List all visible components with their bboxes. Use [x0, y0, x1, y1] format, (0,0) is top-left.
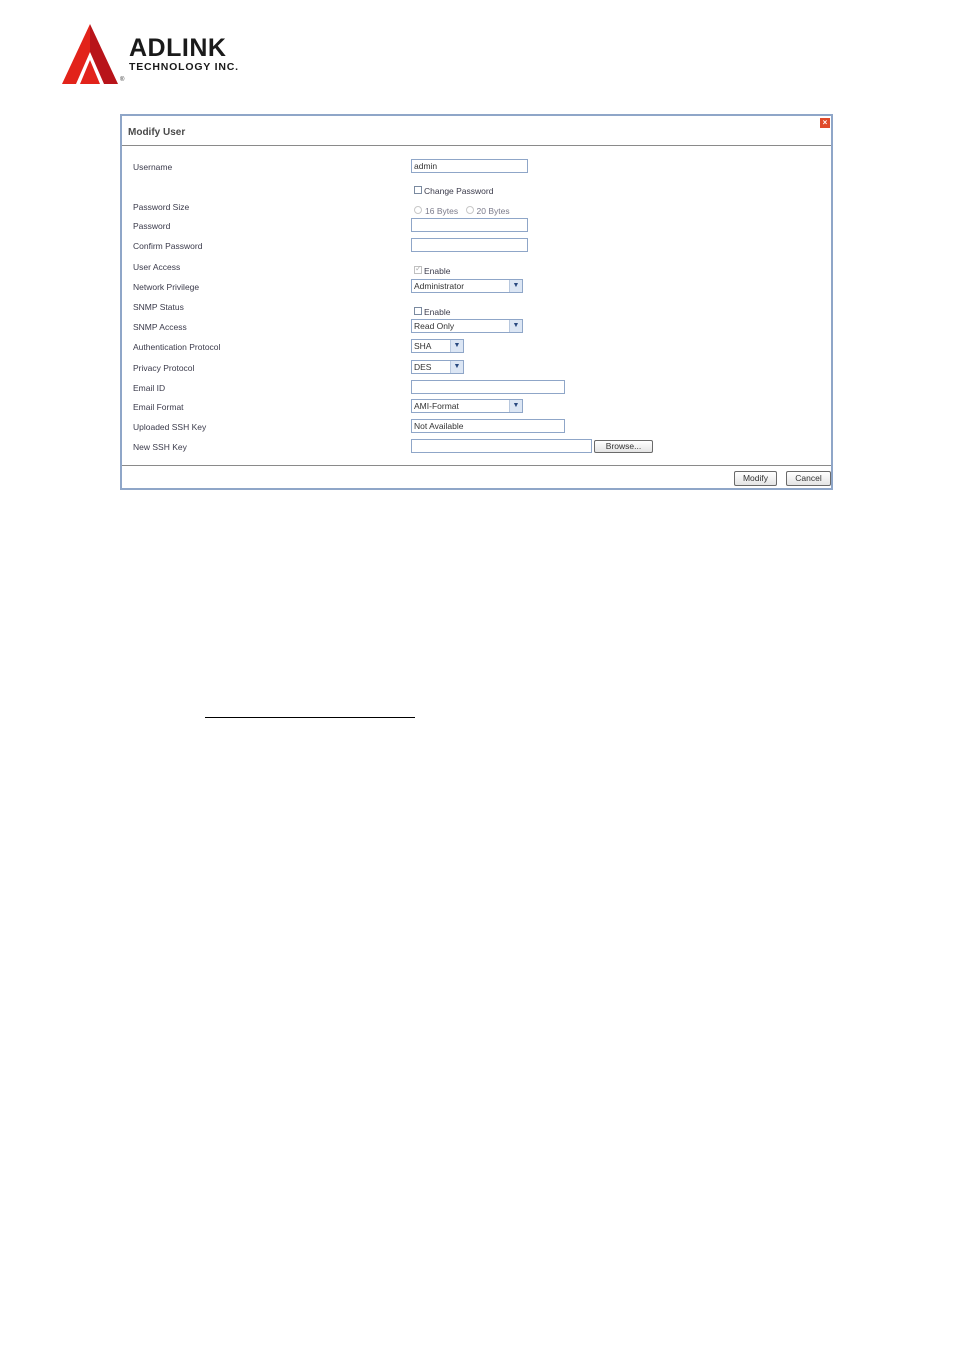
chevron-down-icon: ▼ — [509, 400, 522, 412]
change-password-checkbox[interactable] — [414, 186, 422, 194]
modify-user-dialog — [120, 114, 833, 490]
password-label: Password — [133, 221, 171, 231]
snmp-status-label: SNMP Status — [133, 302, 184, 312]
user-access-label: User Access — [133, 262, 181, 272]
browse-button[interactable]: Browse... — [594, 440, 653, 453]
chevron-down-icon: ▼ — [450, 361, 463, 373]
snmp-status-checkbox[interactable] — [414, 307, 422, 315]
registered-mark: ® — [120, 77, 125, 83]
radio-16-bytes[interactable] — [414, 206, 422, 214]
email-format-select[interactable] — [411, 399, 523, 413]
chevron-down-icon: ▼ — [450, 340, 463, 352]
user-access-option[interactable] — [414, 261, 450, 279]
auth-protocol-select[interactable] — [411, 339, 464, 353]
dialog-header — [122, 116, 831, 146]
snmp-access-value: Read Only — [414, 321, 455, 331]
network-privilege-label: Network Privilege — [133, 282, 200, 292]
change-password-option[interactable] — [414, 181, 493, 199]
network-privilege-value: Administrator — [414, 281, 465, 291]
username-input[interactable]: admin — [411, 159, 528, 173]
logo-name: ADLINK — [129, 34, 227, 62]
privacy-protocol-value: DES — [414, 362, 432, 372]
password-size-options — [414, 201, 510, 219]
new-ssh-key-input[interactable] — [411, 439, 592, 453]
cancel-button[interactable]: Cancel — [786, 471, 831, 486]
username-label: Username — [133, 162, 173, 172]
change-password-label: Change Password — [424, 186, 494, 196]
auth-protocol-value: SHA — [414, 341, 432, 351]
option-20-bytes: 20 Bytes — [476, 206, 510, 216]
snmp-status-option[interactable] — [414, 302, 450, 320]
password-input[interactable] — [411, 218, 528, 232]
chevron-down-icon: ▼ — [509, 320, 522, 332]
dialog-title: Modify User — [128, 127, 186, 138]
chevron-down-icon: ▼ — [509, 280, 522, 292]
snmp-access-label: SNMP Access — [133, 322, 187, 332]
auth-protocol-label: Authentication Protocol — [133, 342, 221, 352]
password-size-label: Password Size — [133, 202, 190, 212]
underline-rule — [205, 717, 415, 718]
dialog-footer — [122, 465, 831, 491]
close-icon[interactable]: × — [820, 118, 830, 128]
new-ssh-key-label: New SSH Key — [133, 442, 187, 452]
email-format-label: Email Format — [133, 402, 184, 412]
confirm-password-input[interactable] — [411, 238, 528, 252]
logo-subtitle: TECHNOLOGY INC. — [129, 61, 239, 73]
uploaded-ssh-key-label: Uploaded SSH Key — [133, 422, 207, 432]
radio-20-bytes[interactable] — [466, 206, 474, 214]
user-access-enable-label: Enable — [424, 266, 451, 276]
email-id-input[interactable] — [411, 380, 565, 394]
privacy-protocol-label: Privacy Protocol — [133, 363, 195, 373]
snmp-access-select[interactable] — [411, 319, 523, 333]
confirm-password-label: Confirm Password — [133, 241, 203, 251]
email-id-label: Email ID — [133, 383, 166, 393]
uploaded-ssh-key-field: Not Available — [411, 419, 565, 433]
option-16-bytes: 16 Bytes — [425, 206, 459, 216]
network-privilege-select[interactable] — [411, 279, 523, 293]
privacy-protocol-select[interactable] — [411, 360, 464, 374]
snmp-status-enable-label: Enable — [424, 307, 451, 317]
adlink-triangle-icon — [58, 22, 124, 88]
modify-button[interactable]: Modify — [734, 471, 777, 486]
adlink-logo — [58, 22, 278, 88]
email-format-value: AMI-Format — [414, 401, 459, 411]
user-access-checkbox[interactable] — [414, 266, 422, 274]
